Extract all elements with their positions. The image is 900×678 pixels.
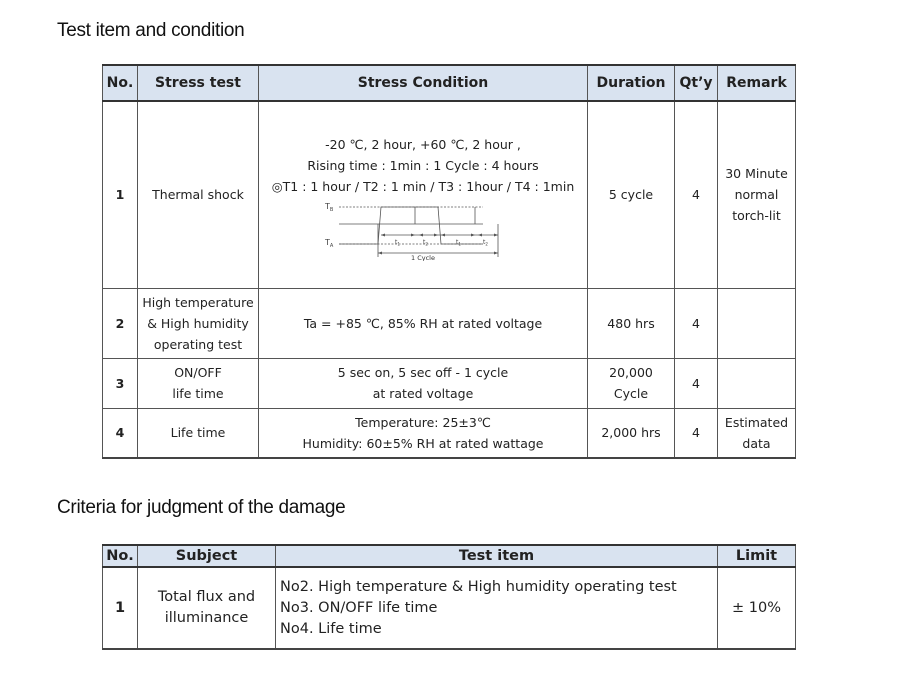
stress-test-cell [138,358,259,408]
test-item-cell [276,567,718,649]
qty-cell: 4 [675,101,718,288]
condition-line: 5 sec on, 5 sec off - 1 cycle [337,365,509,380]
section-title-test-items: Test item and condition [57,20,245,41]
duration-line: Cycle [613,386,649,401]
test-item-line: No4. Life time [280,620,382,637]
subject-cell [138,567,276,649]
remark-line: torch-lit [732,208,781,224]
table-header-row [103,545,796,567]
table-header-row [103,65,796,101]
qty-cell: 4 [675,408,718,458]
header-test-item: Test item [276,545,718,567]
remark-cell [718,288,796,358]
stress-condition-cell [259,408,588,458]
test-item-line: No3. ON/OFF life time [280,599,438,616]
row-number: 3 [103,358,138,408]
remark-cell [718,101,796,288]
ta-label: $T_A$ [325,238,334,250]
table-row [103,408,796,458]
condition-line: Ta = +85 ℃, 85% RH at rated voltage [303,315,543,331]
test-condition-table [102,64,796,459]
duration-line: 20,000 [609,365,653,380]
stress-test-line: High temperature [142,294,254,310]
duration-line: 5 cycle [608,187,654,203]
header-qty: Qt’y [675,65,718,101]
stress-test-line: life time [172,386,224,401]
stress-test-line: Thermal shock [152,187,244,203]
remark-cell [718,408,796,458]
header-duration: Duration [588,65,675,101]
qty-cell: 4 [675,288,718,358]
condition-line: ◎T1 : 1 hour / T2 : 1 min / T3 : 1hour / T4 : 1min [271,179,575,195]
duration-cell [588,358,675,408]
condition-line: Humidity: 60±5% RH at rated wattage [302,435,544,451]
table-row [103,358,796,408]
condition-line: Temperature: 25±3℃ [355,414,491,430]
stress-condition-cell [259,358,588,408]
row-number: 4 [103,408,138,458]
header-stress-condition: Stress Condition [259,65,588,101]
duration-cell [588,101,675,288]
cycle-label: 1 Cycle [411,254,435,262]
duration-cell [588,408,675,458]
subject-line: illuminance [164,610,249,626]
condition-line: at rated voltage [372,386,474,401]
row-number: 1 [103,567,138,649]
header-remark: Remark [718,65,796,101]
t2-label: $t_2$ [423,239,428,247]
stress-test-line: ON/OFF [174,365,222,380]
header-no: No. [103,545,138,567]
duration-line: 480 hrs [607,315,655,331]
remark-line: normal [734,187,779,203]
header-limit: Limit [718,545,796,567]
table-row [103,101,796,288]
stress-test-cell [138,408,259,458]
section-title-criteria: Criteria for judgment of the damage [57,497,346,518]
stress-test-cell [138,288,259,358]
criteria-table [102,544,796,650]
stress-test-cell [138,101,259,288]
header-no: No. [103,65,138,101]
limit-cell: ± 10% [718,567,796,649]
test-item-line: No2. High temperature & High humidity operating test [280,578,677,595]
remark-line: data [742,435,771,451]
stress-test-line: operating test [153,336,243,352]
condition-line: Rising time : 1min : 1 Cycle : 4 hours [307,158,539,174]
duration-line: 2,000 hrs [601,425,661,441]
table-row [103,567,796,649]
stress-condition-cell [259,101,588,288]
row-number: 2 [103,288,138,358]
subject-line: Total flux and [157,589,256,605]
duration-cell [588,288,675,358]
t4-label: $t_2$ [483,239,488,247]
t3-label: $t_1$ [456,239,461,247]
header-subject: Subject [138,545,276,567]
thermal-cycle-diagram [323,199,523,261]
stress-condition-cell [259,288,588,358]
table-row [103,288,796,358]
tb-label: $T_B$ [325,202,334,214]
t1-label: $t_1$ [395,239,400,247]
stress-test-line: & High humidity [147,315,249,331]
row-number: 1 [103,101,138,288]
remark-cell [718,358,796,408]
condition-line: -20 ℃, 2 hour, +60 ℃, 2 hour , [325,137,521,153]
stress-test-line: Life time [170,425,226,441]
qty-cell: 4 [675,358,718,408]
remark-line: Estimated [724,414,789,430]
remark-line: 30 Minute [725,166,788,182]
header-stress-test: Stress test [138,65,259,101]
